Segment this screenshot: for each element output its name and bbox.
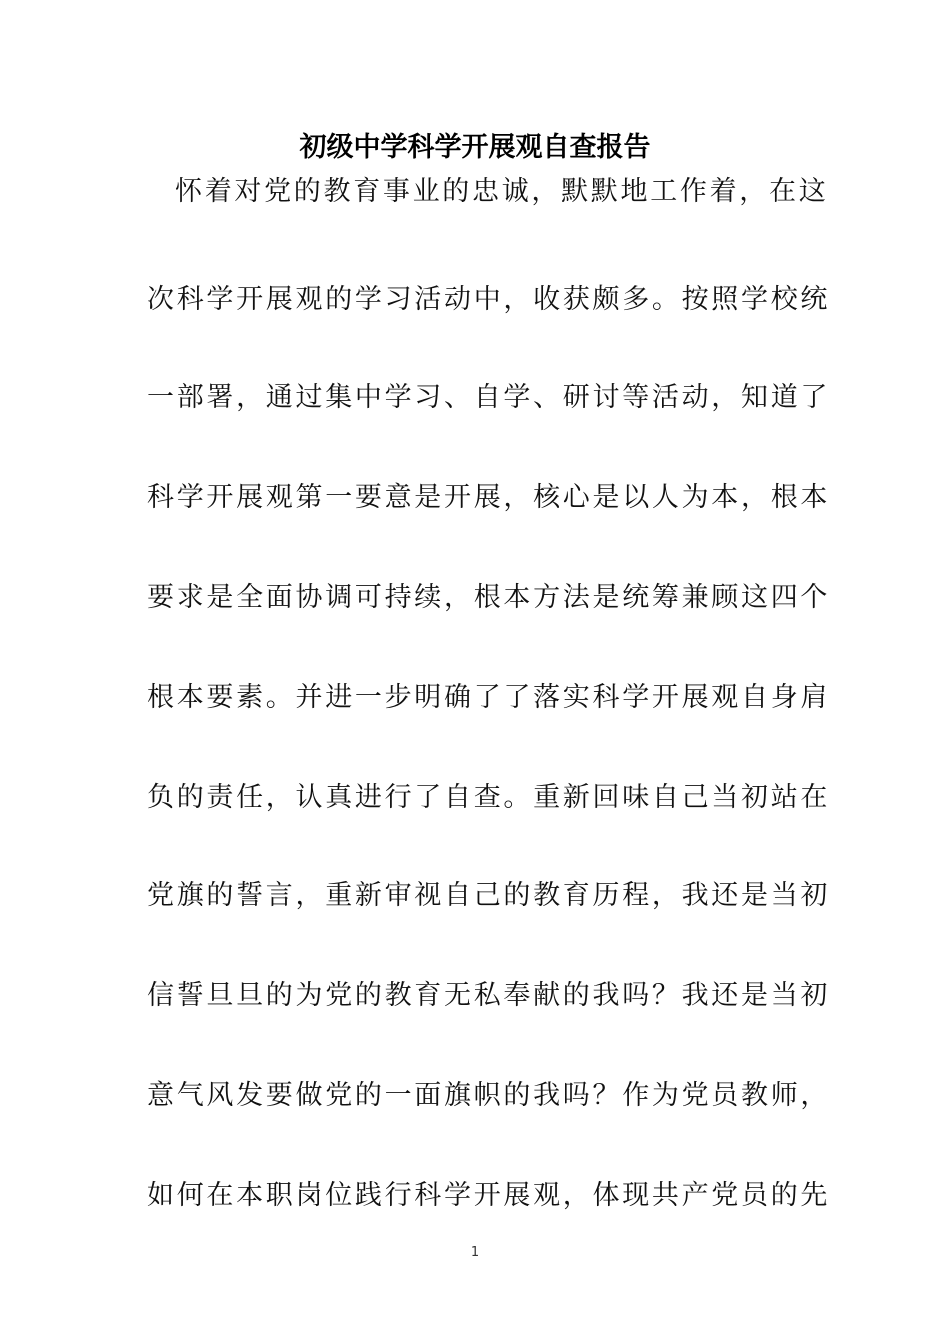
body-line: 意气风发要做党的一面旗帜的我吗？作为党员教师， xyxy=(147,1080,831,1111)
body-line: 一部署，通过集中学习、自学、研讨等活动，知道了 xyxy=(147,382,831,413)
body-line: 如何在本职岗位践行科学开展观，体现共产党员的先 xyxy=(147,1180,831,1211)
body-line: 负的责任，认真进行了自查。重新回味自己当初站在 xyxy=(147,782,831,813)
body-line: 要求是全面协调可持续，根本方法是统筹兼顾这四个 xyxy=(147,582,831,613)
body-line: 科学开展观第一要意是开展，核心是以人为本，根本 xyxy=(147,482,831,513)
document-title: 初级中学科学开展观自查报告 xyxy=(299,132,651,163)
body-line: 根本要素。并进一步明确了了落实科学开展观自身肩 xyxy=(147,682,831,713)
body-line: 怀着对党的教育事业的忠诚，默默地工作着，在这 xyxy=(175,176,829,207)
body-line: 党旗的誓言，重新审视自己的教育历程，我还是当初 xyxy=(147,880,831,911)
body-line: 信誓旦旦的为党的教育无私奉献的我吗？我还是当初 xyxy=(147,980,831,1011)
page-number: 1 xyxy=(470,1245,480,1260)
body-line: 次科学开展观的学习活动中，收获颇多。按照学校统 xyxy=(147,284,831,315)
